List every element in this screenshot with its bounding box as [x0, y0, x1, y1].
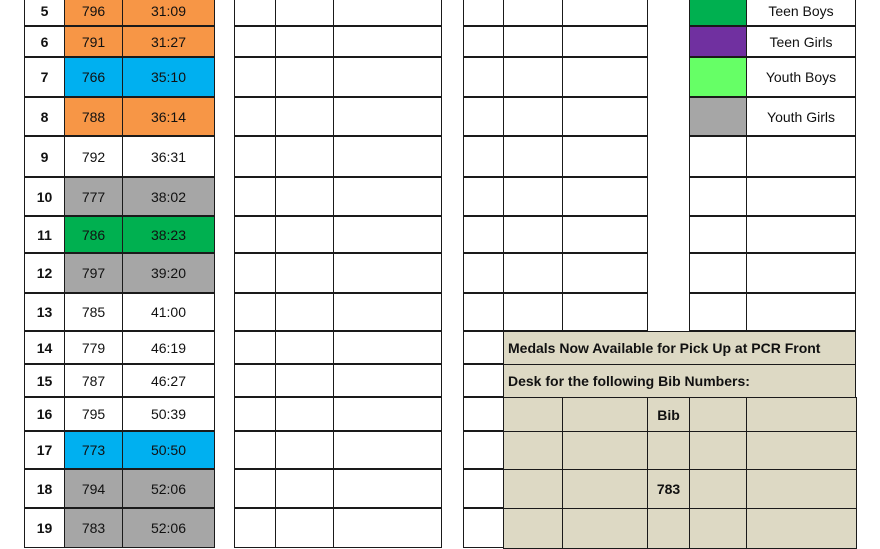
- empty-cell[interactable]: [275, 136, 334, 177]
- time-cell[interactable]: 46:19: [122, 331, 215, 364]
- empty-cell[interactable]: [463, 136, 504, 177]
- empty-cell[interactable]: [275, 97, 334, 136]
- time-cell[interactable]: 31:09: [122, 0, 215, 26]
- empty-cell[interactable]: [234, 26, 276, 57]
- empty-cell[interactable]: [463, 216, 504, 253]
- empty-cell[interactable]: [463, 508, 504, 548]
- legend-swatch: [689, 136, 747, 177]
- empty-cell[interactable]: [463, 253, 504, 293]
- place-cell: 5: [24, 0, 65, 26]
- place-cell: 19: [24, 508, 65, 548]
- empty-cell[interactable]: [503, 136, 563, 177]
- empty-cell[interactable]: [463, 97, 504, 136]
- medal-grid-cell: [503, 397, 563, 432]
- medal-grid-cell: [562, 397, 648, 432]
- place-cell: 12: [24, 253, 65, 293]
- bib-cell[interactable]: 773: [64, 431, 123, 469]
- place-cell: 11: [24, 216, 65, 253]
- empty-cell[interactable]: [333, 136, 442, 177]
- bib-cell[interactable]: 783: [64, 508, 123, 548]
- medal-grid-cell: [562, 431, 648, 470]
- medal-grid-cell: [746, 397, 857, 432]
- empty-cell[interactable]: [503, 253, 563, 293]
- bib-cell[interactable]: 788: [64, 97, 123, 136]
- time-cell[interactable]: 39:20: [122, 253, 215, 293]
- empty-cell[interactable]: [275, 469, 334, 508]
- empty-cell[interactable]: [333, 26, 442, 57]
- empty-cell[interactable]: [275, 293, 334, 331]
- empty-cell[interactable]: [562, 177, 648, 216]
- empty-cell[interactable]: [562, 97, 648, 136]
- legend-label: [746, 293, 856, 331]
- legend-swatch: [689, 216, 747, 253]
- empty-cell[interactable]: [234, 177, 276, 216]
- empty-cell[interactable]: [333, 364, 442, 397]
- empty-cell[interactable]: [333, 57, 442, 97]
- legend-swatch: [689, 177, 747, 216]
- medals-notice-line2: Desk for the following Bib Numbers:: [503, 364, 856, 398]
- medal-grid-cell: [689, 397, 747, 432]
- time-cell[interactable]: 38:02: [122, 177, 215, 216]
- bib-cell[interactable]: 792: [64, 136, 123, 177]
- empty-cell[interactable]: [275, 331, 334, 364]
- time-cell[interactable]: 35:10: [122, 57, 215, 97]
- place-cell: 10: [24, 177, 65, 216]
- place-cell: 18: [24, 469, 65, 508]
- bib-cell[interactable]: 791: [64, 26, 123, 57]
- time-cell[interactable]: 36:14: [122, 97, 215, 136]
- time-cell[interactable]: 50:50: [122, 431, 215, 469]
- bib-number-cell: Bib: [647, 397, 690, 432]
- empty-cell[interactable]: [333, 0, 442, 26]
- legend-swatch: [689, 57, 747, 97]
- empty-cell[interactable]: [463, 57, 504, 97]
- empty-cell[interactable]: [333, 293, 442, 331]
- empty-cell[interactable]: [275, 177, 334, 216]
- empty-cell[interactable]: [503, 57, 563, 97]
- empty-cell[interactable]: [234, 331, 276, 364]
- legend-swatch: [689, 97, 747, 136]
- place-cell: 17: [24, 431, 65, 469]
- empty-cell[interactable]: [562, 57, 648, 97]
- empty-cell[interactable]: [503, 97, 563, 136]
- empty-cell[interactable]: [234, 216, 276, 253]
- bib-cell[interactable]: 779: [64, 331, 123, 364]
- empty-cell[interactable]: [275, 364, 334, 397]
- medal-grid-cell: [746, 508, 857, 549]
- empty-cell[interactable]: [234, 293, 276, 331]
- place-cell: 7: [24, 57, 65, 97]
- empty-cell[interactable]: [463, 177, 504, 216]
- empty-cell[interactable]: [503, 216, 563, 253]
- bib-cell[interactable]: 766: [64, 57, 123, 97]
- medal-grid-cell: [562, 508, 648, 549]
- place-cell: 8: [24, 97, 65, 136]
- empty-cell[interactable]: [463, 26, 504, 57]
- empty-cell[interactable]: [463, 0, 504, 26]
- legend-label: [746, 136, 856, 177]
- empty-cell[interactable]: [275, 508, 334, 548]
- bib-number-cell: [647, 508, 690, 549]
- legend-swatch: [689, 253, 747, 293]
- bib-cell[interactable]: 787: [64, 364, 123, 397]
- empty-cell[interactable]: [463, 431, 504, 469]
- empty-cell[interactable]: [333, 469, 442, 508]
- bib-number-cell: 783: [647, 469, 690, 509]
- legend-swatch: [689, 293, 747, 331]
- empty-cell[interactable]: [463, 364, 504, 397]
- empty-cell[interactable]: [463, 397, 504, 431]
- medal-grid-cell: [503, 469, 563, 509]
- empty-cell[interactable]: [463, 293, 504, 331]
- medal-grid-cell: [746, 431, 857, 470]
- empty-cell[interactable]: [333, 97, 442, 136]
- empty-cell[interactable]: [333, 216, 442, 253]
- empty-cell[interactable]: [234, 136, 276, 177]
- bib-cell[interactable]: 795: [64, 397, 123, 431]
- empty-cell[interactable]: [234, 397, 276, 431]
- bib-cell[interactable]: 786: [64, 216, 123, 253]
- empty-cell[interactable]: [562, 136, 648, 177]
- empty-cell[interactable]: [562, 26, 648, 57]
- empty-cell[interactable]: [463, 331, 504, 364]
- bib-cell[interactable]: 785: [64, 293, 123, 331]
- legend-swatch: [689, 26, 747, 57]
- empty-cell[interactable]: [333, 177, 442, 216]
- empty-cell[interactable]: [333, 331, 442, 364]
- legend-label: Youth Boys: [746, 57, 856, 97]
- empty-cell[interactable]: [503, 293, 563, 331]
- bib-cell[interactable]: 797: [64, 253, 123, 293]
- empty-cell[interactable]: [275, 0, 334, 26]
- empty-cell[interactable]: [234, 508, 276, 548]
- empty-cell[interactable]: [503, 177, 563, 216]
- legend-label: Teen Girls: [746, 26, 856, 57]
- empty-cell[interactable]: [234, 469, 276, 508]
- legend-label: Youth Girls: [746, 97, 856, 136]
- empty-cell[interactable]: [333, 397, 442, 431]
- empty-cell[interactable]: [234, 0, 276, 26]
- empty-cell[interactable]: [562, 0, 648, 26]
- place-cell: 9: [24, 136, 65, 177]
- time-cell[interactable]: 46:27: [122, 364, 215, 397]
- place-cell: 6: [24, 26, 65, 57]
- place-cell: 15: [24, 364, 65, 397]
- bib-cell[interactable]: 796: [64, 0, 123, 26]
- legend-label: Teen Boys: [746, 0, 856, 26]
- medal-grid-cell: [746, 469, 857, 509]
- empty-cell[interactable]: [275, 57, 334, 97]
- time-cell[interactable]: 52:06: [122, 508, 215, 548]
- time-cell[interactable]: 36:31: [122, 136, 215, 177]
- empty-cell[interactable]: [275, 26, 334, 57]
- time-cell[interactable]: 31:27: [122, 26, 215, 57]
- medal-grid-cell: [689, 508, 747, 549]
- empty-cell[interactable]: [275, 253, 334, 293]
- medal-grid-cell: [503, 508, 563, 549]
- empty-cell[interactable]: [234, 364, 276, 397]
- medals-notice-line1: Medals Now Available for Pick Up at PCR Front: [503, 331, 856, 365]
- empty-cell[interactable]: [333, 431, 442, 469]
- empty-cell[interactable]: [503, 0, 563, 26]
- empty-cell[interactable]: [562, 293, 648, 331]
- bib-number-cell: [647, 431, 690, 470]
- empty-cell[interactable]: [333, 253, 442, 293]
- place-cell: 16: [24, 397, 65, 431]
- empty-cell[interactable]: [562, 216, 648, 253]
- empty-cell[interactable]: [275, 216, 334, 253]
- medal-grid-cell: [689, 469, 747, 509]
- legend-label: [746, 177, 856, 216]
- medal-grid-cell: [503, 431, 563, 470]
- empty-cell[interactable]: [275, 431, 334, 469]
- empty-cell[interactable]: [275, 397, 334, 431]
- bib-cell[interactable]: 777: [64, 177, 123, 216]
- time-cell[interactable]: 52:06: [122, 469, 215, 508]
- legend-label: [746, 216, 856, 253]
- empty-cell[interactable]: [333, 508, 442, 548]
- empty-cell[interactable]: [463, 469, 504, 508]
- place-cell: 13: [24, 293, 65, 331]
- empty-cell[interactable]: [503, 26, 563, 57]
- bib-cell[interactable]: 794: [64, 469, 123, 508]
- place-cell: 14: [24, 331, 65, 364]
- empty-cell[interactable]: [562, 253, 648, 293]
- empty-cell[interactable]: [234, 97, 276, 136]
- empty-cell[interactable]: [234, 253, 276, 293]
- time-cell[interactable]: 50:39: [122, 397, 215, 431]
- empty-cell[interactable]: [234, 57, 276, 97]
- legend-swatch: [689, 0, 747, 26]
- medal-grid-cell: [562, 469, 648, 509]
- empty-cell[interactable]: [234, 431, 276, 469]
- time-cell[interactable]: 38:23: [122, 216, 215, 253]
- medal-grid-cell: [689, 431, 747, 470]
- time-cell[interactable]: 41:00: [122, 293, 215, 331]
- legend-label: [746, 253, 856, 293]
